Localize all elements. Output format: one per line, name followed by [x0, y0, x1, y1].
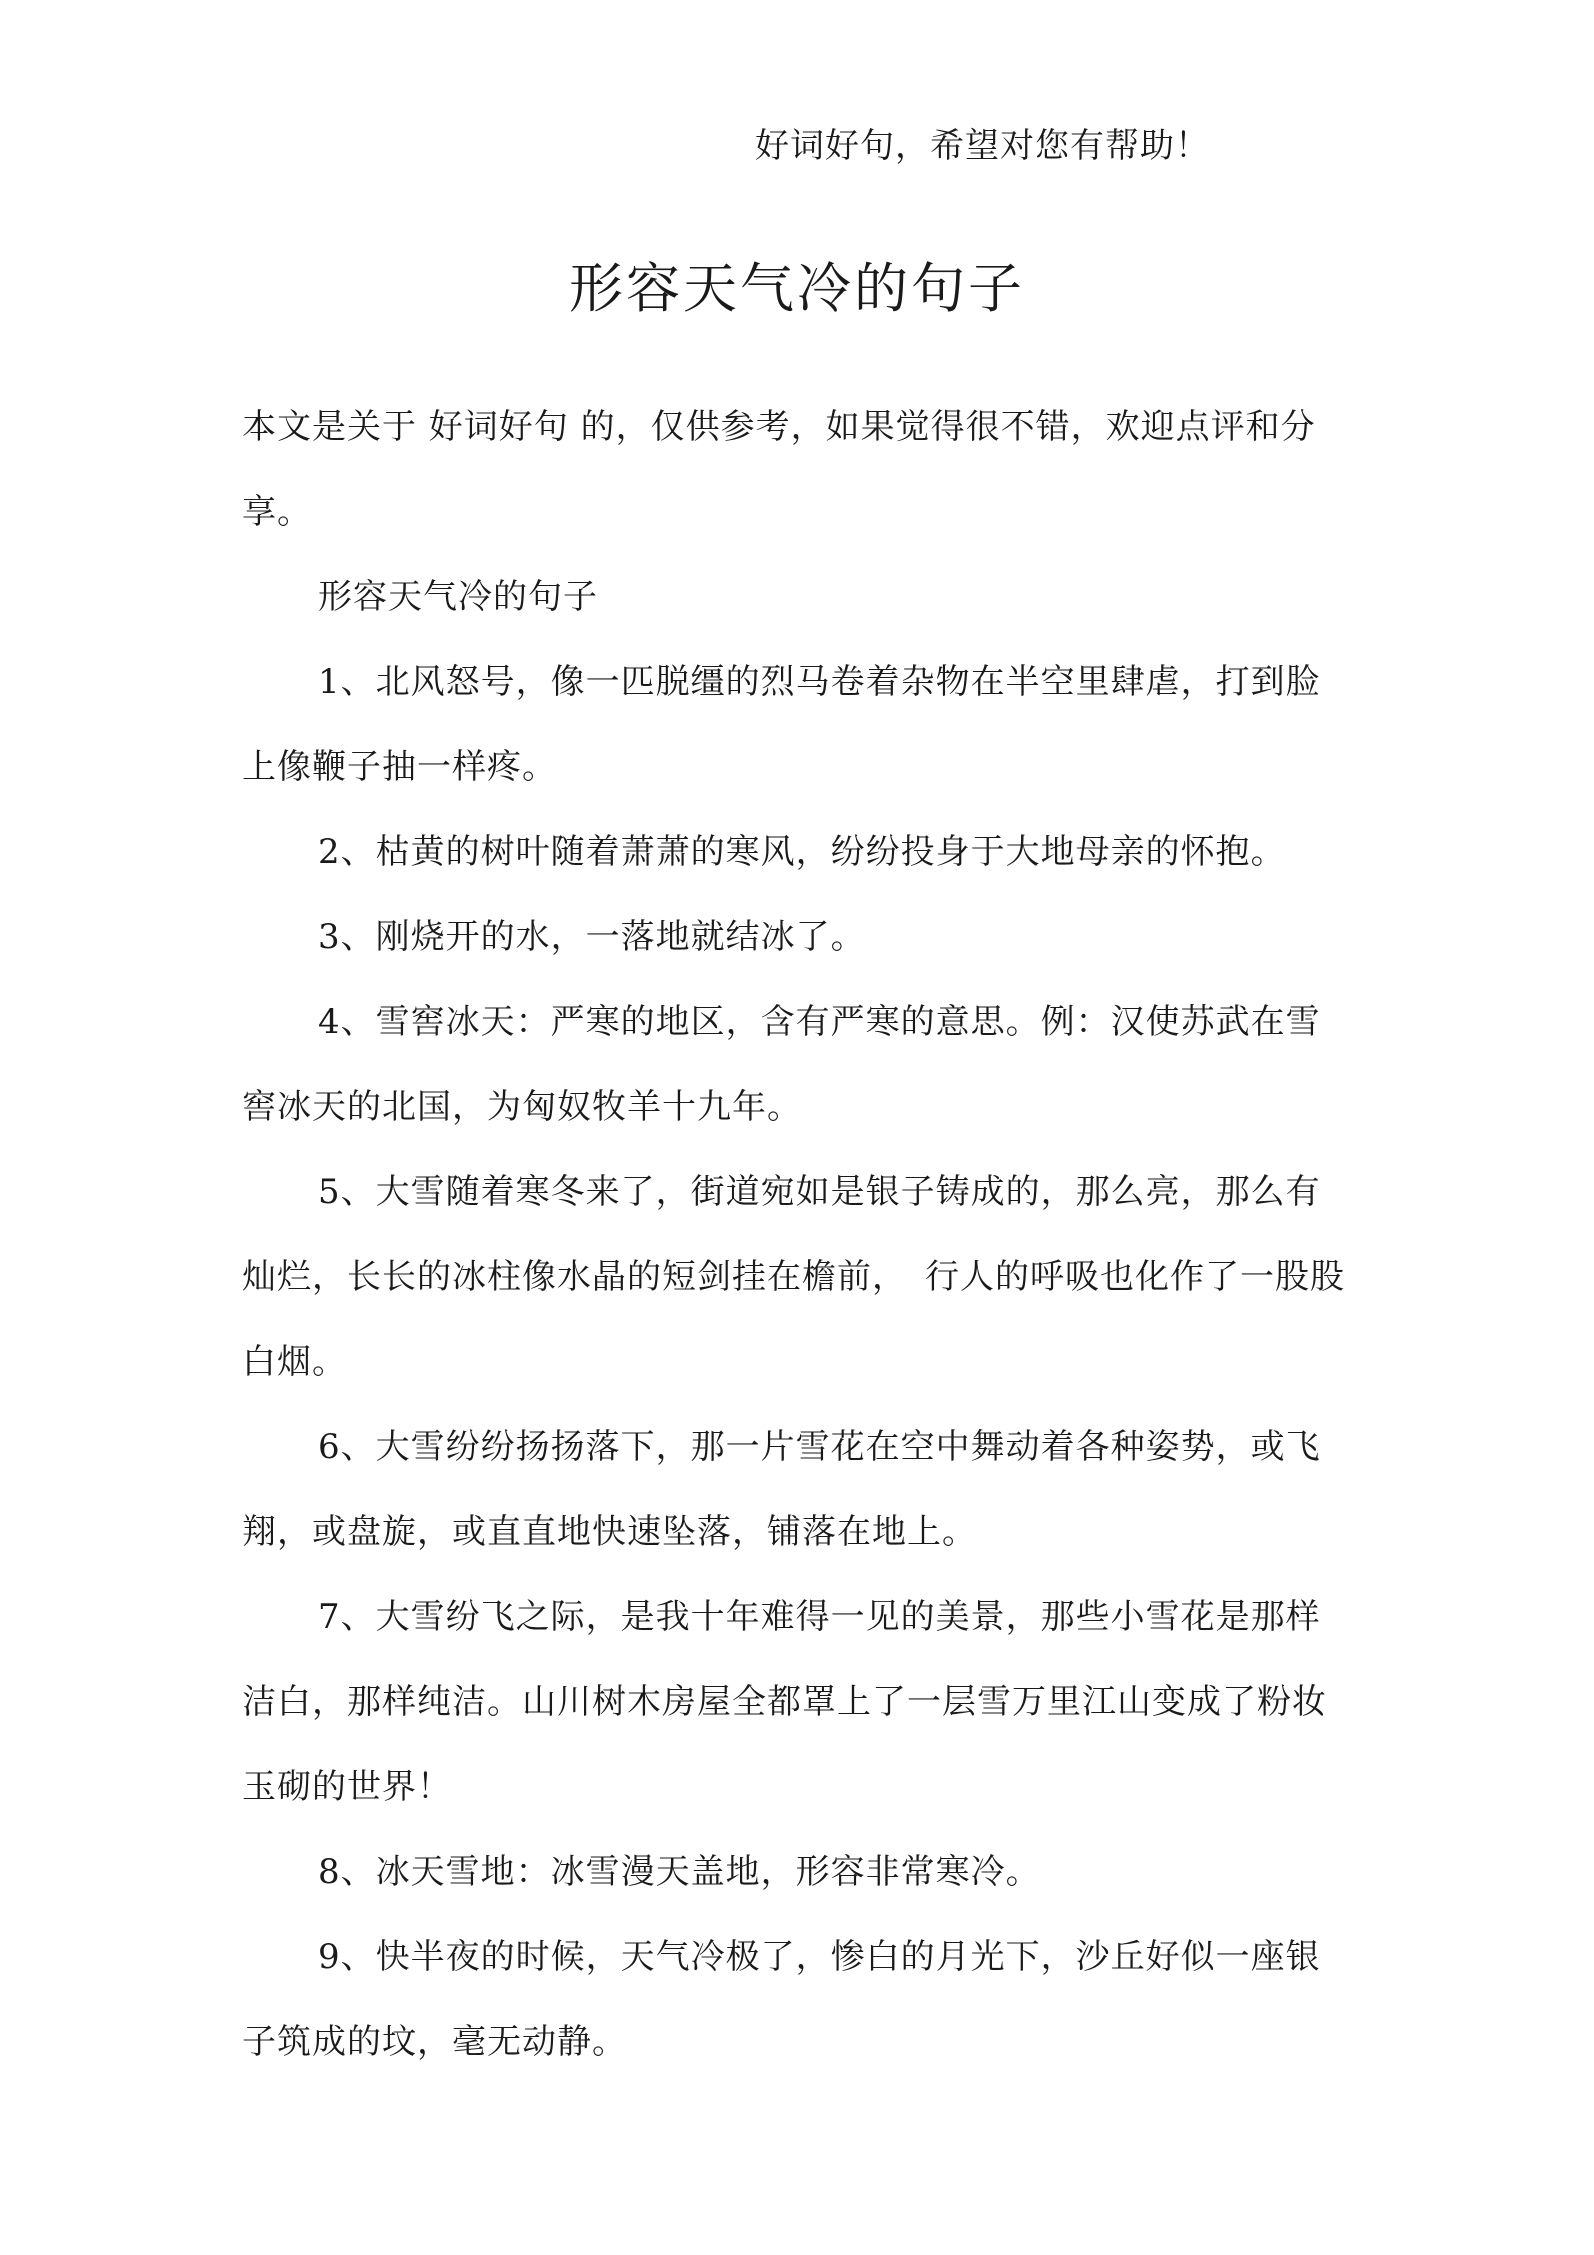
page-title: 形容天气冷的句子	[569, 257, 1025, 320]
header-note: 好词好句，希望对您有帮助！	[755, 126, 1210, 166]
section-subtitle: 形容天气冷的句子	[318, 577, 598, 617]
list-item: 1、北风怒号，像一匹脱缰的烈马卷着杂物在半空里肆虐，打到脸上像鞭子抽一样疼。	[242, 662, 1321, 787]
list-item: 5、大雪随着寒冬来了，街道宛如是银子铸成的，那么亮，那么有灿烂，长长的冰柱像水晶的短剑挂在檐前， 行人的呼吸也化作了一股股白烟。	[242, 1172, 1345, 1382]
intro-paragraph: 本文是关于 好词好句 的，仅供参考，如果觉得很不错，欢迎点评和分享。	[242, 407, 1316, 532]
list-item: 8、冰天雪地：冰雪漫天盖地，形容非常寒冷。	[318, 1852, 1041, 1892]
list-item: 3、刚烧开的水，一落地就结冰了。	[318, 917, 866, 957]
list-item: 4、雪窖冰天：严寒的地区，含有严寒的意思。例：汉使苏武在雪窖冰天的北国，为匈奴牧羊十九年。	[242, 1002, 1321, 1127]
list-item: 6、大雪纷纷扬扬落下，那一片雪花在空中舞动着各种姿势，或飞翔，或盘旋，或直直地快速坠落，铺落在地上。	[242, 1427, 1321, 1552]
list-item: 2、枯黄的树叶随着萧萧的寒风，纷纷投身于大地母亲的怀抱。	[318, 832, 1286, 872]
list-item: 9、快半夜的时候，天气冷极了，惨白的月光下，沙丘好似一座银子筑成的坟，毫无动静。	[242, 1937, 1321, 2062]
document-body	[242, 385, 1352, 2085]
list-item: 7、大雪纷飞之际，是我十年难得一见的美景，那些小雪花是那样洁白，那样纯洁。山川树木房屋全都罩上了一层雪万里江山变成了粉妆玉砌的世界！	[242, 1597, 1327, 1807]
